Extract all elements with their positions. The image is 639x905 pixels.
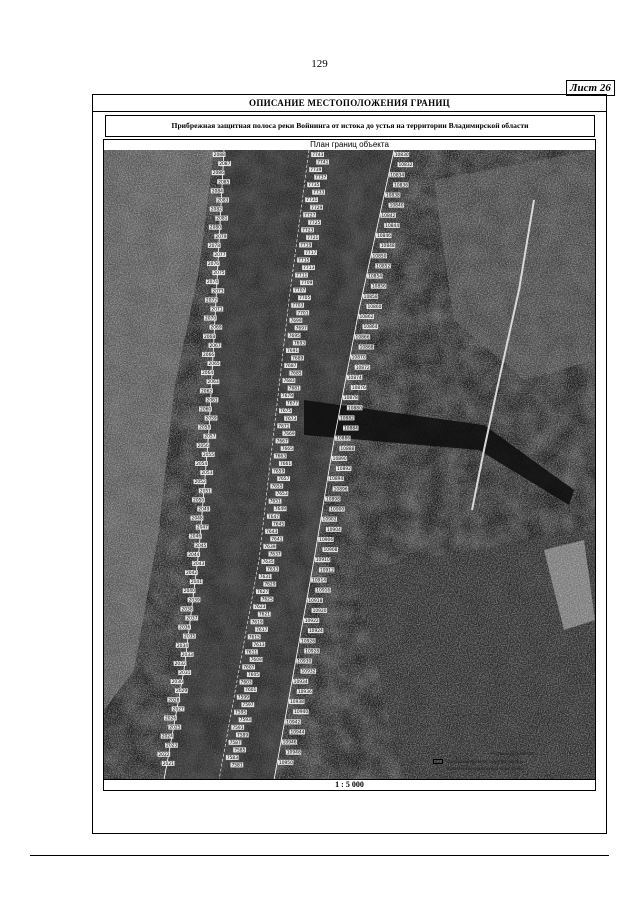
boundary-point-label: 7631	[259, 575, 271, 581]
boundary-point-label: 7731	[306, 198, 318, 204]
boundary-point-label: 10850	[372, 254, 387, 260]
boundary-point-label: 2037	[186, 616, 198, 622]
boundary-point-label: 2074	[206, 280, 219, 286]
boundary-point-label: 2085	[218, 180, 230, 186]
point-marker-icon: ⌐	[436, 765, 440, 772]
boundary-point-label: 2036	[179, 625, 191, 631]
boundary-point-label: 7647	[267, 514, 280, 520]
boundary-point-label: 7689	[292, 356, 304, 362]
boundary-point-label: 2072	[205, 298, 218, 304]
boundary-point-label: 7697	[295, 326, 307, 332]
boundary-point-label: 2021	[162, 761, 174, 767]
boundary-point-label: 7581	[231, 763, 243, 769]
boundary-swatch-icon	[433, 759, 443, 764]
page-number: 129	[311, 58, 328, 70]
boundary-point-label: 7661	[279, 462, 292, 467]
boundary-point-label: 10904	[326, 527, 341, 533]
boundary-point-label: 7597	[242, 703, 254, 709]
boundary-point-label: 10872	[355, 365, 370, 371]
boundary-point-label: 7645	[273, 522, 285, 528]
boundary-point-label: 10882	[339, 416, 354, 422]
boundary-point-label: 7585	[234, 748, 246, 754]
boundary-point-label: 10916	[316, 588, 331, 594]
boundary-point-label: 10866	[355, 335, 370, 341]
boundary-point-label: 2038	[181, 607, 193, 613]
boundary-point-label: 7693	[293, 341, 306, 347]
boundary-point-label: 7727	[304, 213, 316, 219]
boundary-point-label: 7617	[256, 627, 268, 633]
page-bottom-rule	[30, 855, 609, 856]
boundary-point-label: 7601	[245, 688, 257, 694]
boundary-point-label: 10914	[312, 578, 327, 584]
boundary-point-label: 2088	[213, 153, 225, 158]
boundary-point-label: 2043	[193, 561, 205, 567]
boundary-point-label: 2051	[199, 489, 211, 495]
document-heading: ОПИСАНИЕ МЕСТОПОЛОЖЕНИЯ ГРАНИЦ	[93, 95, 606, 112]
boundary-point-label: 7589	[236, 733, 249, 739]
boundary-point-label: 7607	[243, 665, 255, 671]
boundary-point-label: 7703	[292, 303, 304, 309]
boundary-point-label: 7743	[312, 153, 324, 158]
boundary-point-label: 7677	[286, 401, 299, 407]
boundary-point-label: 10880	[347, 406, 362, 412]
boundary-point-label: 7613	[253, 642, 265, 648]
boundary-point-label: 2065	[208, 362, 220, 368]
boundary-point-label: 2028	[168, 698, 180, 704]
boundary-point-label: 10926	[301, 639, 316, 645]
boundary-point-label: 10920	[312, 608, 327, 614]
boundary-point-label: 7701	[297, 311, 309, 317]
boundary-point-label: 7627	[256, 590, 269, 596]
boundary-point-label: 7679	[281, 394, 293, 400]
boundary-point-label: 7675	[280, 409, 292, 415]
boundary-point-label: 2057	[204, 434, 216, 440]
boundary-point-label: 7611	[246, 650, 258, 656]
boundary-point-label: 7603	[240, 680, 252, 686]
boundary-point-label: 7737	[315, 175, 327, 181]
boundary-point-label: 7741	[317, 160, 329, 166]
boundary-point-label: 2066	[202, 352, 215, 358]
boundary-point-label: 2052	[194, 480, 206, 486]
boundary-point-label: 7639	[264, 544, 276, 550]
boundary-point-label: 2041	[190, 580, 203, 586]
boundary-point-label: 10912	[319, 568, 334, 574]
boundary-point-label: 10874	[347, 375, 362, 381]
boundary-point-label: 10948	[286, 750, 301, 756]
legend-item-label: обозначение характерных точек границ	[447, 766, 525, 771]
boundary-point-label: 7629	[264, 582, 276, 588]
boundary-point-label: 7649	[274, 507, 286, 513]
boundary-point-label: 2035	[184, 634, 196, 640]
satellite-map	[104, 150, 595, 780]
boundary-point-label: 7669	[283, 431, 295, 437]
boundary-point-label: 10844	[385, 223, 400, 229]
boundary-point-label: 7711	[296, 273, 308, 279]
boundary-point-label: 2070	[204, 316, 217, 322]
boundary-point-label: 7691	[287, 348, 299, 354]
boundary-point-label: 10832	[398, 163, 413, 169]
boundary-point-label: 7723	[302, 228, 314, 234]
boundary-point-label: 7657	[278, 477, 290, 483]
boundary-point-label: 2083	[217, 198, 229, 204]
boundary-point-label: 10884	[344, 426, 358, 432]
boundary-point-label: 7621	[258, 612, 271, 618]
boundary-point-label: 10846	[376, 234, 391, 240]
boundary-point-label: 7599	[237, 695, 249, 701]
boundary-point-label: 10840	[389, 203, 404, 209]
boundary-point-label: 2050	[193, 498, 205, 504]
boundary-point-label: 2087	[219, 162, 231, 168]
boundary-point-label: 7653	[276, 492, 288, 498]
boundary-point-label: 10838	[385, 193, 400, 199]
boundary-point-label: 10852	[376, 264, 391, 270]
boundary-point-label: 2071	[211, 307, 223, 313]
boundary-point-label: 7707	[294, 288, 306, 294]
boundary-point-label: 10928	[305, 649, 320, 655]
boundary-point-label: 7665	[281, 446, 293, 452]
boundary-point-label: 10900	[330, 507, 345, 513]
boundary-point-label: 10946	[282, 740, 297, 746]
boundary-point-label: 10918	[308, 598, 323, 604]
boundary-point-label: 7637	[269, 552, 281, 558]
boundary-point-label: 10898	[325, 497, 340, 503]
boundary-point-label: 7739	[310, 168, 322, 174]
boundary-point-label: 10842	[381, 213, 396, 219]
legend-item-boundary	[433, 758, 593, 765]
boundary-point-label: 10942	[286, 720, 301, 726]
boundary-point-label: 2079	[215, 234, 227, 240]
boundary-point-label: 2034	[176, 643, 189, 649]
boundary-point-label: 2044	[188, 552, 200, 558]
boundary-point-label: 2024	[161, 734, 173, 740]
boundary-point-label: 7681	[288, 386, 300, 392]
boundary-point-label: 7583	[226, 755, 239, 761]
boundary-point-label: 10922	[304, 619, 319, 625]
boundary-point-label: 2063	[207, 380, 219, 386]
boundary-point-label: 10940	[294, 710, 309, 716]
boundary-point-label: 10924	[308, 629, 323, 635]
boundary-point-label: 2045	[195, 543, 207, 549]
boundary-point-label: 2030	[171, 680, 183, 686]
boundary-point-label: 10830	[394, 153, 409, 158]
boundary-point-label: 2076	[207, 262, 220, 268]
boundary-point-label: 10868	[359, 345, 374, 351]
boundary-point-label: 2084	[211, 189, 223, 195]
boundary-point-label: 7683	[283, 379, 295, 385]
boundary-point-label: 10944	[290, 730, 305, 736]
boundary-point-label: 10906	[319, 537, 334, 543]
boundary-point-label: 10930	[297, 659, 312, 665]
boundary-point-label: 2060	[200, 407, 212, 413]
map-legend	[433, 751, 593, 772]
boundary-point-label: 7619	[251, 620, 263, 626]
boundary-point-label: 7641	[271, 537, 283, 543]
boundary-point-label: 7729	[311, 205, 323, 211]
boundary-point-label: 2082	[210, 207, 222, 213]
boundary-point-label: 10862	[359, 315, 374, 321]
object-subtitle: Прибрежная защитная полоса реки Войнинга от истока до устья на территории Владимирской области	[105, 115, 595, 137]
boundary-point-label: 10856	[371, 284, 386, 290]
boundary-point-label: 2033	[181, 652, 193, 658]
boundary-point-label: 7709	[301, 281, 313, 287]
boundary-point-label: 10908	[323, 548, 338, 554]
boundary-point-label: 7633	[267, 567, 279, 573]
boundary-point-label: 7715	[298, 258, 310, 264]
boundary-point-label: 2031	[179, 671, 191, 677]
boundary-point-label: 7643	[266, 529, 278, 535]
boundary-point-label: 10892	[336, 467, 351, 473]
boundary-point-label: 2027	[172, 707, 184, 713]
boundary-point-label: 7605	[247, 673, 260, 679]
boundary-point-label: 10870	[351, 355, 366, 361]
boundary-point-label: 7685	[290, 371, 302, 377]
boundary-point-label: 7733	[313, 190, 325, 196]
map-scale: 1 : 5 000	[104, 779, 595, 790]
boundary-point-label: 10902	[322, 517, 337, 523]
boundary-point-label: 2047	[196, 525, 208, 531]
boundary-point-label: 7695	[288, 333, 300, 339]
boundary-point-label: 2026	[165, 716, 177, 722]
boundary-point-label: 10950	[278, 760, 293, 766]
boundary-point-label: 2067	[209, 343, 221, 349]
boundary-point-label: 10848	[380, 244, 395, 250]
boundary-point-label: 7655	[271, 484, 283, 490]
boundary-point-label: 7663	[274, 454, 287, 460]
boundary-point-label: 7699	[290, 318, 302, 324]
boundary-point-label: 10932	[301, 669, 316, 675]
boundary-point-label: 7705	[299, 296, 311, 302]
boundary-point-label: 10876	[351, 386, 366, 392]
legend-title: Условные обозначения	[490, 751, 536, 756]
boundary-point-label: 2080	[209, 225, 221, 231]
boundary-point-label: 10860	[367, 304, 382, 310]
boundary-point-label: 7735	[308, 183, 320, 189]
boundary-point-label: 7587	[229, 740, 241, 746]
boundary-point-label: 2049	[198, 507, 210, 513]
boundary-point-label: 2040	[183, 589, 195, 595]
boundary-point-label: 2022	[158, 752, 170, 758]
boundary-point-label: 7671	[278, 424, 290, 430]
boundary-point-label: 2068	[203, 334, 216, 340]
boundary-point-label: 2078	[208, 243, 221, 249]
boundary-point-label: 7595	[235, 710, 247, 716]
boundary-point-label: 2064	[202, 371, 214, 377]
boundary-point-label: 2058	[199, 425, 211, 431]
boundary-point-label: 7609	[250, 657, 262, 663]
boundary-point-label: 7659	[273, 469, 285, 475]
boundary-point-label: 2053	[201, 471, 213, 477]
boundary-point-label: 2061	[206, 398, 218, 404]
boundary-point-label: 2032	[174, 661, 186, 667]
boundary-point-label: 7635	[262, 559, 274, 565]
map-title: План границ объекта	[104, 140, 595, 151]
boundary-point-label: 10878	[343, 396, 358, 402]
boundary-point-label: 2056	[197, 443, 209, 449]
boundary-point-label: 2029	[175, 689, 188, 695]
boundary-point-label: 10896	[333, 487, 348, 493]
sheet-label: Лист 26	[566, 80, 615, 96]
boundary-point-label: 2069	[210, 325, 222, 331]
boundary-point-label: 10894	[329, 477, 344, 483]
boundary-point-label: 7721	[307, 235, 319, 241]
boundary-point-label: 2062	[201, 389, 213, 395]
boundary-point-label: 7651	[269, 499, 281, 505]
legend-item-label: граница прибрежной защитной полосы	[447, 759, 524, 764]
boundary-point-label: 7625	[261, 597, 273, 603]
boundary-point-label: 7591	[232, 725, 244, 731]
boundary-point-label: 10936	[297, 689, 312, 695]
boundary-point-label: 10864	[363, 325, 378, 331]
boundary-point-label: 2059	[205, 416, 217, 422]
boundary-point-label: 2077	[214, 252, 226, 258]
boundary-point-label: 10854	[368, 274, 383, 280]
boundary-point-label: 7615	[248, 635, 260, 641]
boundary-point-label: 10890	[332, 456, 347, 462]
legend-item-points	[433, 765, 593, 772]
boundary-point-label: 10888	[340, 446, 355, 452]
boundary-point-label: 7719	[300, 243, 312, 249]
boundary-point-label: 7717	[305, 250, 317, 256]
boundary-point-label: 7623	[254, 605, 266, 611]
boundary-point-label: 10886	[336, 436, 351, 442]
boundary-point-label: 7725	[309, 220, 321, 226]
map-panel	[103, 139, 596, 791]
boundary-point-label: 10836	[394, 183, 409, 189]
boundary-point-label: 2073	[212, 289, 224, 295]
document-frame	[92, 94, 607, 834]
boundary-point-label: 2086	[212, 171, 224, 177]
boundary-point-label: 7713	[303, 266, 315, 272]
boundary-point-label: 2055	[202, 452, 215, 458]
boundary-point-label: 2039	[188, 598, 200, 604]
boundary-point-label: 2023	[166, 743, 178, 749]
boundary-point-label: 2075	[213, 271, 225, 277]
boundary-point-label: 10910	[315, 558, 330, 564]
boundary-point-label: 10834	[390, 173, 405, 179]
boundary-point-label: 10858	[363, 294, 378, 300]
boundary-point-label: 2042	[185, 571, 198, 577]
boundary-point-label: 7687	[285, 364, 297, 370]
boundary-point-label: 7667	[276, 439, 288, 445]
boundary-point-label: 7673	[285, 416, 297, 422]
boundary-point-label: 2048	[191, 516, 203, 522]
boundary-point-label: 2025	[169, 725, 181, 731]
boundary-point-label: 2081	[216, 216, 228, 222]
boundary-point-label: 2054	[196, 462, 208, 467]
boundary-point-label: 7593	[239, 718, 251, 724]
boundary-point-label: 10938	[289, 700, 304, 706]
boundary-point-label: 10934	[293, 679, 308, 685]
boundary-point-label: 2046	[190, 534, 202, 540]
